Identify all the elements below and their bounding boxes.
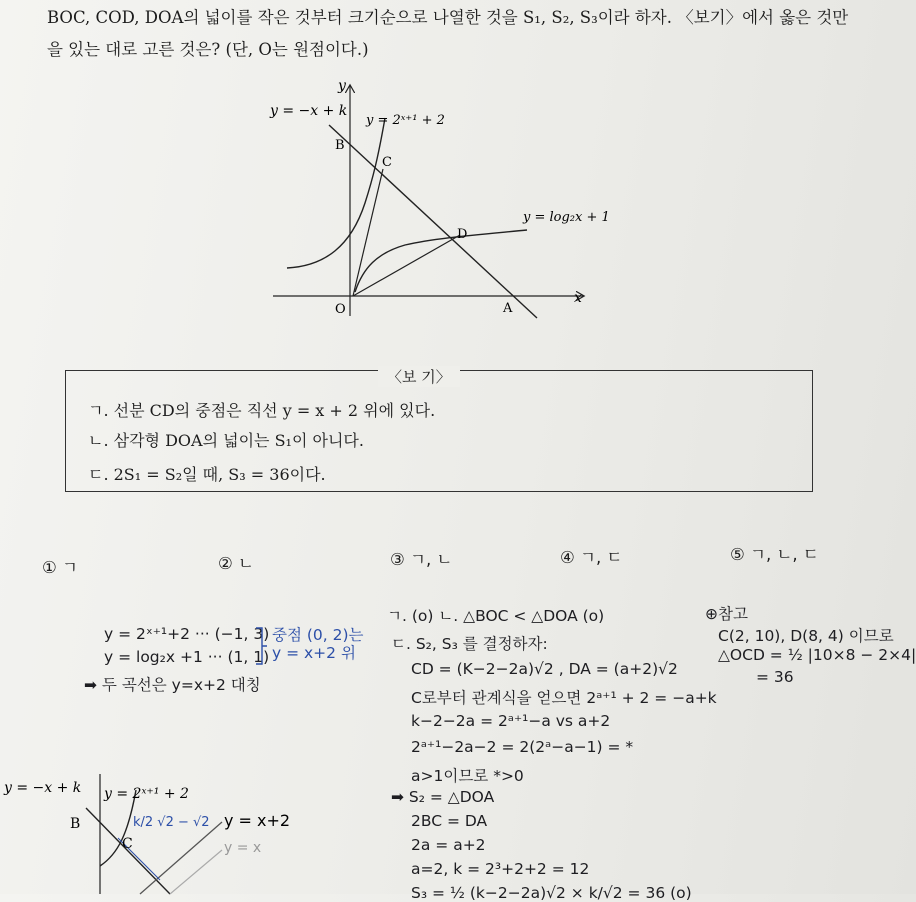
point-B: B	[335, 138, 345, 153]
note-mid-3: CD = (K−2−2a)√2 , DA = (a+2)√2	[411, 660, 678, 678]
sketch-point-B: B	[70, 816, 81, 832]
bogi-item-3: ㄷ. 2S₁ = S₂일 때, S₃ = 36이다.	[88, 465, 326, 484]
log-curve	[355, 230, 527, 292]
sketch-line-yx2	[140, 822, 222, 894]
sketch-label-yx2: y = x+2	[224, 811, 291, 830]
point-O: O	[335, 302, 346, 317]
question-line-1: BOC, COD, DOA의 넓이를 작은 것부터 크기순으로 나열한 것을 S₁, S₂, S₃이라 하자. 〈보기〉에서 옳은 것만	[47, 8, 849, 27]
note-right-3: = 36	[756, 668, 794, 686]
note-mid-11: a=2, k = 2³+2+2 = 12	[411, 860, 590, 878]
note-mid-8: ➡ S₂ = △DOA	[391, 788, 495, 806]
sketch-label-exp: y = 2ˣ⁺¹ + 2	[104, 786, 189, 802]
choice-5[interactable]: ⑤ ㄱ, ㄴ, ㄷ	[730, 545, 819, 564]
label-log: y = log₂x + 1	[523, 210, 610, 225]
function-graph	[265, 78, 610, 323]
note-mid-9: 2BC = DA	[411, 812, 488, 830]
note-mid-2: ㄷ. S₂, S₃ 를 결정하자:	[391, 635, 548, 653]
note-mid-4: C로부터 관계식을 얻으면 2ᵃ⁺¹ + 2 = −a+k	[411, 689, 717, 707]
line-negx-k	[329, 125, 537, 318]
note-right-title: ⊕참고	[705, 605, 748, 623]
note-left-1: y = 2ˣ⁺¹+2 ··· (−1, 3)	[104, 625, 270, 643]
y-axis-label: y	[338, 78, 346, 94]
note-mid-1: ㄱ. (o) ㄴ. △BOC < △DOA (o)	[387, 607, 605, 625]
sketch-graph	[0, 770, 330, 894]
note-brace-2: y = x+2 위	[272, 644, 356, 662]
label-line: y = −x + k	[270, 103, 348, 119]
note-mid-5: k−2−2a = 2ᵃ⁺¹−a vs a+2	[411, 712, 611, 730]
sketch-line-yx	[170, 850, 222, 894]
note-mid-10: 2a = a+2	[411, 836, 486, 854]
sketch-label-yx: y = x	[224, 840, 262, 856]
sketch-point-C: C	[122, 836, 133, 852]
point-D: D	[457, 227, 468, 242]
sketch-label-line: y = −x + k	[4, 780, 82, 796]
bogi-item-1: ㄱ. 선분 CD의 중점은 직선 y = x + 2 위에 있다.	[88, 401, 436, 420]
note-right-1: C(2, 10), D(8, 4) 이므로	[718, 627, 894, 645]
sketch-frac: k/2 √2 − √2	[133, 815, 210, 830]
brace-mark	[254, 626, 268, 666]
note-mid-7: a>1이므로 *>0	[411, 767, 524, 785]
note-right-2: △OCD = ½ |10×8 − 2×4|	[718, 646, 916, 664]
note-mid-6: 2ᵃ⁺¹−2a−2 = 2(2ᵃ−a−1) = *	[411, 738, 634, 756]
note-brace-1: 중점 (0, 2)는	[272, 626, 364, 644]
note-left-3: ➡ 두 곡선은 y=x+2 대칭	[84, 676, 261, 694]
note-mid-12: S₃ = ½ (k−2−2a)√2 × k/√2 = 36 (o)	[411, 884, 692, 902]
bogi-item-2: ㄴ. 삼각형 DOA의 넓이는 S₁이 아니다.	[88, 431, 364, 450]
choice-3[interactable]: ③ ㄱ, ㄴ	[390, 550, 453, 569]
x-axis-label: x	[574, 290, 582, 306]
note-left-2: y = log₂x +1 ··· (1, 1)	[104, 648, 270, 666]
choice-4[interactable]: ④ ㄱ, ㄷ	[560, 548, 623, 567]
choice-1[interactable]: ① ㄱ	[42, 558, 78, 577]
choice-2[interactable]: ② ㄴ	[218, 554, 254, 573]
point-C: C	[382, 155, 392, 170]
point-A: A	[503, 301, 513, 316]
question-line-2: 을 있는 대로 고른 것은? (단, O는 원점이다.)	[47, 40, 369, 59]
segment-OC	[353, 169, 383, 296]
label-exp: y = 2ˣ⁺¹ + 2	[366, 113, 445, 128]
bogi-title: 〈보 기〉	[378, 366, 460, 387]
